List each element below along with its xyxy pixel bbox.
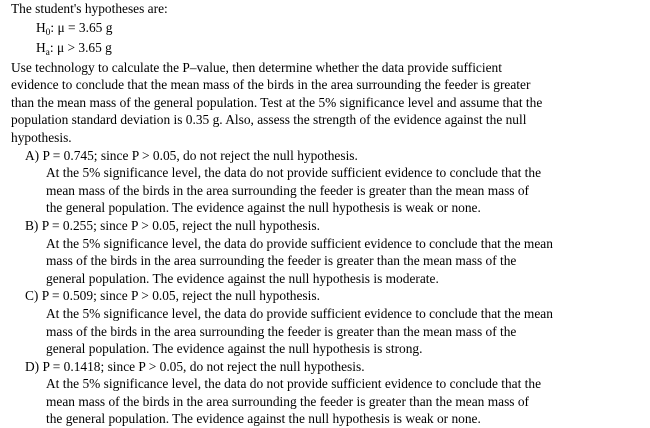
answer-option-a[interactable] <box>11 147 650 217</box>
option-b-body-line: general population. The evidence against the null hypothesis is moderate. <box>46 270 439 286</box>
option-d-body-line: At the 5% significance level, the data do not provide sufficient evidence to conclude that the <box>46 376 542 392</box>
option-b-body-line: mass of the birds in the area surrounding the feeder is greater than the mean mass of the <box>46 253 517 269</box>
intro-text: The student's hypotheses are: <box>11 1 168 16</box>
null-hypothesis <box>11 18 650 38</box>
question-text <box>11 59 650 147</box>
option-d-head[interactable]: D) P = 0.1418; since P > 0.05, do not reject the null hypothesis. <box>25 358 365 374</box>
option-a-body-line: At the 5% significance level, the data do not provide sufficient evidence to conclude that the <box>46 165 542 181</box>
null-hypothesis-subscript: 0 <box>45 27 51 38</box>
option-c-head[interactable]: C) P = 0.509; since P > 0.05, reject the null hypothesis. <box>25 288 320 304</box>
null-hypothesis-letter: H <box>36 19 46 35</box>
option-a-body-line: the general population. The evidence against the null hypothesis is weak or none. <box>46 200 481 216</box>
question-line: evidence to conclude that the mean mass of the birds in the area surrounding the feeder is greater <box>11 77 531 93</box>
answer-option-d[interactable] <box>11 358 650 428</box>
option-a-head[interactable]: A) P = 0.745; since P > 0.05, do not reject the null hypothesis. <box>25 147 358 163</box>
alternative-hypothesis-subscript: a <box>45 47 50 58</box>
answer-option-b[interactable] <box>11 217 650 287</box>
null-hypothesis-statement: : μ = 3.65 g <box>50 19 113 35</box>
option-d-body-line: mean mass of the birds in the area surrounding the feeder is greater than the mean mass of <box>46 393 530 409</box>
option-c-body-line: mass of the birds in the area surrounding the feeder is greater than the mean mass of the <box>46 323 517 339</box>
option-d-body-line: the general population. The evidence against the null hypothesis is weak or none. <box>46 411 481 427</box>
option-b-head[interactable]: B) P = 0.255; since P > 0.05, reject the null hypothesis. <box>25 217 320 233</box>
alternative-hypothesis-statement: : μ > 3.65 g <box>49 39 112 55</box>
question-line: than the mean mass of the general population. Test at the 5% significance level and assume that the <box>11 94 543 110</box>
option-a-body-line: mean mass of the birds in the area surrounding the feeder is greater than the mean mass of <box>46 182 530 198</box>
option-c-body-line: At the 5% significance level, the data do provide sufficient evidence to conclude that the mean <box>46 305 553 321</box>
alternative-hypothesis <box>11 38 650 58</box>
option-b-body-line: At the 5% significance level, the data do provide sufficient evidence to conclude that the mean <box>46 235 553 251</box>
alternative-hypothesis-letter: H <box>36 39 46 55</box>
question-line: Use technology to calculate the P–value, then determine whether the data provide sufficient <box>11 59 502 75</box>
answer-option-c[interactable] <box>11 287 650 357</box>
option-c-body-line: general population. The evidence against the null hypothesis is strong. <box>46 341 423 357</box>
question-line: hypothesis. <box>11 129 72 145</box>
question-line: population standard deviation is 0.35 g. Also, assess the strength of the evidence against the null <box>11 112 527 128</box>
